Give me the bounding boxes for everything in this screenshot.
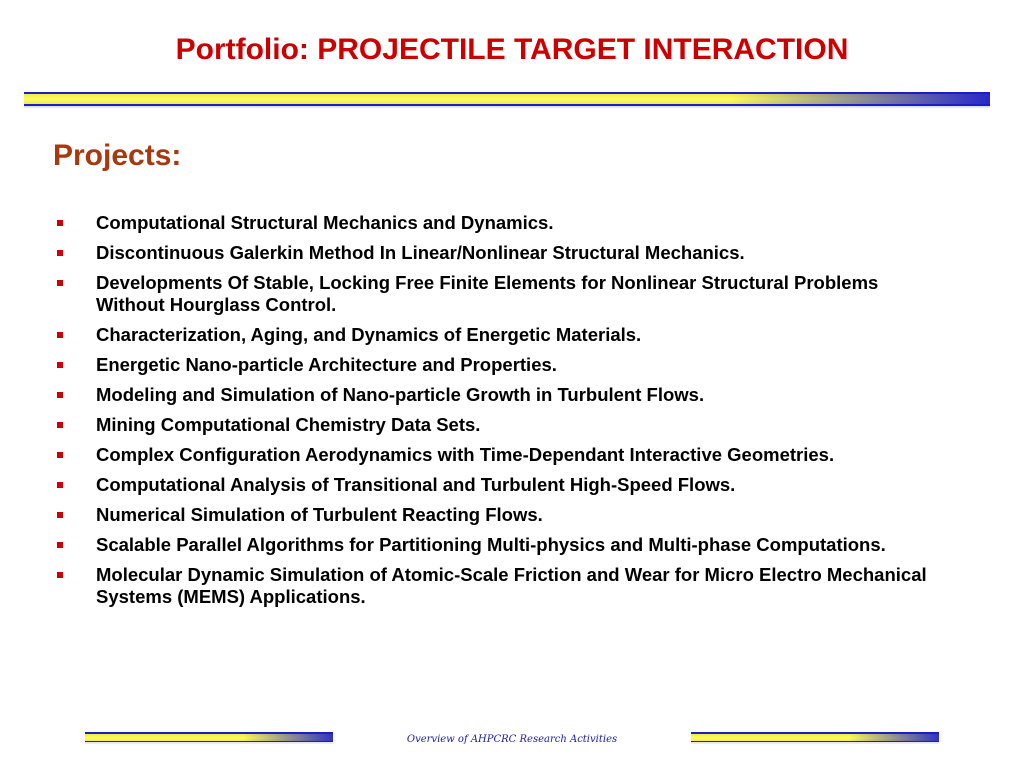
- project-item: [52, 564, 952, 608]
- project-text: Molecular Dynamic Simulation of Atomic-Scale Friction and Wear for Micro Electro Mechanical Systems (MEMS) Applications.: [96, 564, 927, 607]
- project-item: [52, 444, 952, 466]
- square-bullet-icon: [57, 250, 63, 256]
- project-item: [52, 474, 952, 496]
- project-text: Computational Structural Mechanics and Dynamics.: [96, 212, 554, 233]
- project-text: Complex Configuration Aerodynamics with Time-Dependant Interactive Geometries.: [96, 444, 835, 465]
- square-bullet-icon: [57, 220, 63, 226]
- project-item: [52, 384, 952, 406]
- project-item: [52, 242, 952, 264]
- project-item: [52, 324, 952, 346]
- square-bullet-icon: [57, 542, 63, 548]
- project-item: [52, 534, 952, 556]
- project-text: Modeling and Simulation of Nano-particle Growth in Turbulent Flows.: [96, 384, 705, 405]
- square-bullet-icon: [57, 512, 63, 518]
- slide-title: Portfolio: PROJECTILE TARGET INTERACTION: [175, 33, 849, 66]
- square-bullet-icon: [57, 280, 63, 286]
- square-bullet-icon: [57, 572, 63, 578]
- project-item: [52, 504, 952, 526]
- project-list: [52, 212, 952, 616]
- project-text: Computational Analysis of Transitional and Turbulent High-Speed Flows.: [96, 474, 736, 495]
- footer-caption: Overview of AHPCRC Research Activities: [406, 734, 618, 745]
- square-bullet-icon: [57, 452, 63, 458]
- square-bullet-icon: [57, 332, 63, 338]
- footer-rule-right: [691, 732, 939, 744]
- square-bullet-icon: [57, 362, 63, 368]
- project-text: Mining Computational Chemistry Data Sets.: [96, 414, 481, 435]
- project-text: Characterization, Aging, and Dynamics of Energetic Materials.: [96, 324, 642, 345]
- project-text: Developments Of Stable, Locking Free Finite Elements for Nonlinear Structural Problems Without Hourglass Control.: [96, 272, 879, 315]
- project-text: Discontinuous Galerkin Method In Linear/Nonlinear Structural Mechanics.: [96, 242, 745, 263]
- square-bullet-icon: [57, 392, 63, 398]
- square-bullet-icon: [57, 422, 63, 428]
- section-heading: Projects:: [53, 139, 182, 172]
- title-divider-rule: [24, 92, 990, 108]
- project-item: [52, 212, 952, 234]
- project-item: [52, 272, 952, 316]
- project-text: Numerical Simulation of Turbulent Reacting Flows.: [96, 504, 543, 525]
- project-text: Energetic Nano-particle Architecture and Properties.: [96, 354, 557, 375]
- project-item: [52, 414, 952, 436]
- square-bullet-icon: [57, 482, 63, 488]
- project-text: Scalable Parallel Algorithms for Partitioning Multi-physics and Multi-phase Computations.: [96, 534, 886, 555]
- project-item: [52, 354, 952, 376]
